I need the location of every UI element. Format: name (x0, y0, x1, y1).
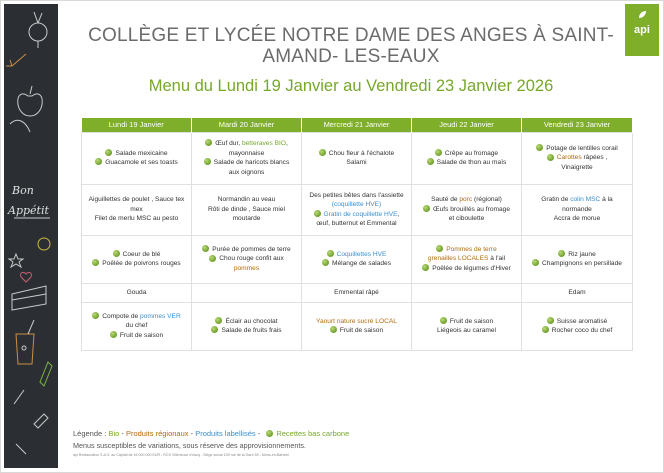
dish: Œufs brouillés au fromage (433, 205, 510, 213)
low-carbon-icon (427, 158, 434, 165)
page-title-line1: COLLÈGE ET LYCÉE NOTRE DAME DES ANGES À SAINT- (88, 25, 614, 46)
low-carbon-icon (330, 326, 337, 333)
side-cell-wed (302, 235, 412, 283)
regional-label: Carottes (556, 154, 582, 162)
low-carbon-icon (319, 149, 326, 156)
dish: Mélange de salades (331, 260, 392, 267)
dish: Éclair au chocolat (225, 317, 278, 325)
labelled-label: Gratin de coquillette HVE (323, 210, 398, 218)
dish: Riz jaune (568, 250, 596, 258)
main-cell-thu (412, 184, 522, 235)
legend-separator: - (255, 429, 263, 438)
dish: Poêlée de poivrons rouges (102, 260, 181, 267)
starter-cell-tue (192, 132, 302, 184)
side-cell-mon (82, 235, 192, 283)
low-carbon-icon (204, 158, 211, 165)
low-carbon-icon (547, 317, 554, 324)
dish: Coeur de blé (122, 250, 161, 258)
dessert-cell-mon (82, 302, 192, 350)
side-cell-thu (412, 235, 522, 283)
low-carbon-icon (105, 149, 112, 156)
dish: œuf, butternut et Emmental (316, 220, 397, 227)
legend-labelled: Produits labellisés (195, 429, 256, 438)
logo-leaf-icon (637, 10, 647, 20)
day-header-tue: Mardi 20 Janvier (192, 118, 302, 132)
starter-cell-fri (522, 132, 633, 184)
dish: à la (600, 196, 613, 204)
dish: Fruit de saison (339, 327, 384, 334)
cheese-cell-wed: Emmental râpé (302, 283, 412, 302)
regional-label: grenailles LOCALES (427, 255, 489, 263)
low-carbon-icon (209, 255, 216, 262)
legend-prefix: Légende : (73, 429, 109, 438)
low-carbon-icon (266, 430, 273, 437)
regional-label: Yaourt nature sucré LOCAL (316, 317, 397, 325)
labelled-label: (coquillette HVE) (331, 201, 382, 208)
low-carbon-icon (92, 259, 99, 266)
main-cell-mon (82, 184, 192, 235)
dessert-cell-wed (302, 302, 412, 350)
page-title-line2: AMAND- LES-EAUX (262, 46, 440, 67)
dish: Filet de merlu MSC au pesto (94, 215, 179, 223)
legend-low-carbon: Recettes bas carbone (276, 429, 350, 438)
menu-week-subtitle: Menu du Lundi 19 Janvier au Vendredi 23 Janvier 2026 (148, 77, 554, 95)
dish: Salade de haricots blancs (213, 159, 290, 166)
dish: Purée de pommes de terre (212, 245, 291, 253)
low-carbon-icon (435, 149, 442, 156)
low-carbon-icon (205, 139, 212, 146)
dish: Guacamole et ses toasts (105, 159, 178, 166)
dish: Normandin au veau (217, 196, 276, 204)
legend-separator: - (119, 429, 126, 438)
dish: normande (562, 205, 592, 213)
starter-cell-thu (412, 132, 522, 184)
dessert-cell-tue (192, 302, 302, 350)
low-carbon-icon (202, 245, 209, 252)
day-header-row (82, 118, 633, 132)
dish: et ciboulette (448, 215, 485, 223)
low-carbon-icon (113, 250, 120, 257)
main-cell-fri (522, 184, 633, 235)
low-carbon-icon (422, 264, 429, 271)
menu-table (81, 118, 633, 351)
legend-bio: Bio (108, 429, 120, 438)
dish: Accra de morue (553, 215, 601, 223)
main-cell-tue (192, 184, 302, 235)
dish: Fruit de saison (449, 317, 494, 325)
dish: aux oignons (228, 168, 265, 176)
day-header-fri: Vendredi 23 Janvier (522, 118, 633, 132)
low-carbon-icon (215, 317, 222, 324)
dish: à l'ail (488, 255, 506, 263)
legend-separator: - (188, 429, 196, 438)
bio-label: betteraves BIO (241, 140, 286, 147)
dish: Vinaigrette (561, 163, 593, 171)
low-carbon-icon (542, 326, 549, 333)
dish: Salami (346, 159, 367, 166)
regional-label: Pommes de terre (446, 245, 497, 253)
low-carbon-icon (547, 154, 554, 161)
starter-cell-mon (82, 132, 192, 184)
dish: (régional) (472, 196, 502, 204)
api-logo (625, 4, 659, 56)
cheese-row (82, 283, 633, 302)
low-carbon-icon (436, 245, 443, 252)
dish: Liégeois au caramel (436, 327, 496, 334)
dish: Salade de thon au maïs (436, 159, 507, 166)
low-carbon-icon (95, 158, 102, 165)
dish: Rocher coco du chef (551, 327, 613, 334)
dish: Rôti de dinde , Sauce miel (208, 205, 285, 213)
legend (73, 429, 349, 438)
low-carbon-icon (558, 250, 565, 257)
dish: Des petites bêtes dans l'assiette (309, 191, 404, 199)
low-carbon-icon (327, 250, 334, 257)
desserts-row (82, 302, 633, 350)
chalk-text-appetit: Appétit (8, 204, 49, 217)
logo-text: api (634, 24, 650, 36)
cheese-cell-thu (412, 283, 522, 302)
sides-row (82, 235, 633, 283)
chalkboard-strip (4, 4, 58, 468)
low-carbon-icon (536, 144, 543, 151)
cheese-cell-tue (192, 283, 302, 302)
low-carbon-icon (314, 210, 321, 217)
dish: Crêpe au fromage (444, 149, 499, 157)
dish: râpées , (581, 154, 608, 162)
dish: Œuf dur, (215, 140, 242, 147)
dish: Suisse aromatisé (556, 317, 608, 325)
starters-row (82, 132, 633, 184)
labelled-label: colin MSC (570, 196, 601, 204)
page-title (81, 25, 621, 67)
low-carbon-icon (211, 326, 218, 333)
dish: Chou fleur à l'échalote (328, 149, 395, 157)
low-carbon-icon (322, 259, 329, 266)
dish: mayonnaise (228, 149, 265, 157)
cheese-cell-fri: Edam (522, 283, 633, 302)
low-carbon-icon (110, 331, 117, 338)
dessert-cell-thu (412, 302, 522, 350)
side-cell-tue (192, 235, 302, 283)
dish: moutarde (232, 215, 261, 223)
dish: Potage de lentilles corail (546, 144, 618, 152)
dish: Champignons en persillade (542, 260, 622, 267)
availability-note: Menus susceptibles de variations, sous réserve des approvisionnements. (73, 441, 306, 450)
dish: Fruit de saison (119, 331, 164, 339)
dish: mex (130, 205, 143, 213)
low-carbon-icon (423, 205, 430, 212)
side-cell-fri (522, 235, 633, 283)
dish: Aiguillettes de poulet , Sauce tex (88, 196, 185, 204)
starter-cell-wed (302, 132, 412, 184)
main-cell-wed (302, 184, 412, 235)
legend-regional: Produits régionaux (125, 429, 189, 438)
dish: , (285, 140, 288, 147)
dish: Salade mexicaine (115, 149, 168, 157)
dish: Poêlée de légumes d'Hiver (432, 264, 511, 272)
labelled-label: Coquillettes HVE (336, 250, 387, 258)
regional-label: porc (459, 196, 473, 204)
dish: , (397, 210, 400, 218)
day-header-wed: Mercredi 21 Janvier (302, 118, 412, 132)
dessert-cell-fri (522, 302, 633, 350)
regional-label: pommes (233, 264, 260, 272)
low-carbon-icon (92, 312, 99, 319)
dish: Gratin de (541, 196, 571, 204)
dish: Salade de fruits frais (221, 327, 282, 334)
fine-print: api Restauration S.A.S. au Capital de 16 000 000 EUR - RCS Villeneuve d'Ascq - Siège social 109 rue de la Gare 59 - Mons-en-Barœul (73, 453, 289, 457)
labelled-label: pommes VER (140, 312, 181, 320)
low-carbon-icon (532, 259, 539, 266)
dish: Chou rouge confit aux (219, 255, 284, 263)
low-carbon-icon (440, 317, 447, 324)
mains-row (82, 184, 633, 235)
day-header-thu: Jeudi 22 Janvier (412, 118, 522, 132)
chalk-text-bon: Bon (12, 184, 34, 197)
cheese-cell-mon: Gouda (82, 283, 192, 302)
day-header-mon: Lundi 19 Janvier (82, 118, 192, 132)
dish: Sauté de (431, 196, 460, 204)
dish: Compote de (102, 312, 141, 320)
dish: du chef (125, 322, 148, 330)
